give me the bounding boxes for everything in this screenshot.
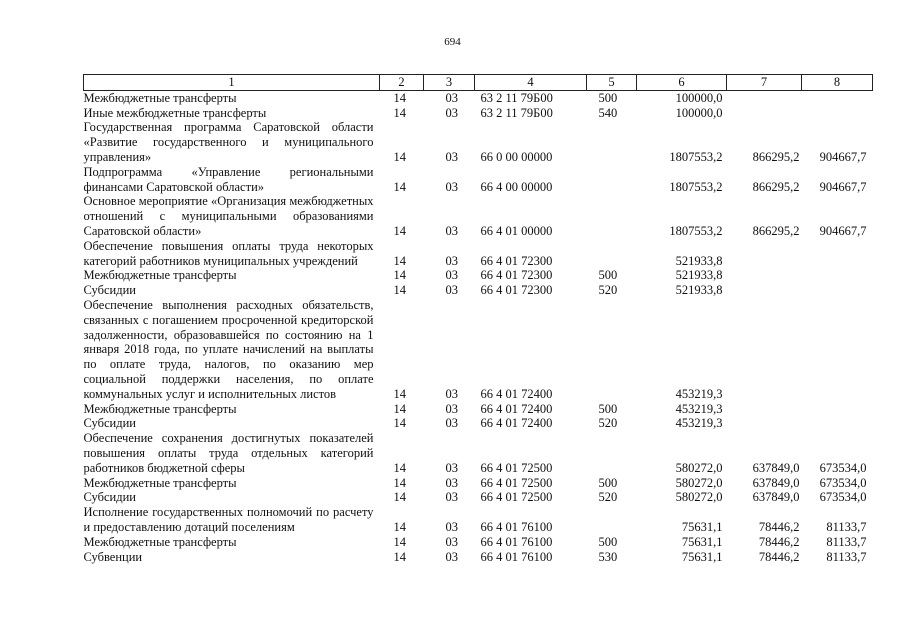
row-amount-col6: 521933,8 <box>675 268 723 283</box>
row-amount-col8 <box>802 268 873 283</box>
row-amount-col8: 673534,0 <box>819 475 867 490</box>
row-section: 14 <box>393 401 406 416</box>
row-expense-type: 530 <box>598 549 618 564</box>
row-amount-col8 <box>802 106 873 121</box>
row-subsection: 03 <box>445 90 458 105</box>
column-header-8: 8 <box>802 75 873 91</box>
row-expense-type <box>587 298 637 402</box>
row-subsection: 03 <box>445 149 458 164</box>
row-amount-col7 <box>727 298 802 402</box>
table-row <box>84 505 873 535</box>
column-header-3: 3 <box>424 75 475 91</box>
row-target-code: 66 4 01 72400 <box>480 401 553 416</box>
row-name: Обеспечение выполнения расходных обязательств, связанных с погашением просроченной кредиторской задолженности, образовавшейся по состоянию на 1 января 2018 года, по уплате начислений на выплаты по оплате труда, налогов, по оказанию мер социальной поддержки населения, по оплате коммунальных услуг и исполнительных листов <box>83 297 374 401</box>
row-name: Субвенции <box>83 549 143 564</box>
row-amount-col8 <box>802 239 873 269</box>
row-expense-type: 540 <box>598 105 618 120</box>
row-section: 14 <box>393 460 406 475</box>
row-amount-col7 <box>727 239 802 269</box>
row-section: 14 <box>393 105 406 120</box>
table-row <box>84 120 873 164</box>
row-target-code: 66 4 01 00000 <box>480 223 553 238</box>
row-section: 14 <box>393 283 406 298</box>
row-subsection: 03 <box>445 475 458 490</box>
row-subsection: 03 <box>445 416 458 431</box>
row-amount-col7: 637849,0 <box>752 460 800 475</box>
row-section: 14 <box>393 549 406 564</box>
row-section: 14 <box>393 490 406 505</box>
row-amount-col7: 866295,2 <box>752 223 800 238</box>
row-amount-col6: 1807553,2 <box>669 149 723 164</box>
row-amount-col6: 1807553,2 <box>669 223 723 238</box>
row-amount-col6: 75631,1 <box>681 519 723 534</box>
row-amount-col7 <box>727 106 802 121</box>
page-number: 694 <box>444 36 461 48</box>
row-section: 14 <box>393 534 406 549</box>
row-expense-type <box>587 239 637 269</box>
row-target-code: 66 4 01 72300 <box>480 268 553 283</box>
column-header-7: 7 <box>727 75 802 91</box>
row-subsection: 03 <box>445 534 458 549</box>
row-subsection: 03 <box>445 283 458 298</box>
row-amount-col7: 78446,2 <box>758 534 800 549</box>
row-target-code: 63 2 11 79Б00 <box>480 90 553 105</box>
row-amount-col7 <box>727 402 802 417</box>
table-row <box>84 90 873 105</box>
row-target-code: 66 4 01 72300 <box>480 283 553 298</box>
budget-table <box>83 74 873 564</box>
row-amount-col7 <box>727 283 802 298</box>
row-name: Межбюджетные трансферты <box>83 268 237 283</box>
column-header-2: 2 <box>380 75 424 91</box>
table-row <box>84 298 873 402</box>
row-expense-type: 520 <box>598 416 618 431</box>
row-expense-type: 520 <box>598 490 618 505</box>
row-name: Обеспечение сохранения достигнутых показателей повышения оплаты труда отдельных категорий работников бюджетной сферы <box>83 431 374 475</box>
row-name: Субсидии <box>83 490 136 505</box>
row-subsection: 03 <box>445 519 458 534</box>
row-expense-type <box>587 165 637 195</box>
row-target-code: 66 4 01 72500 <box>480 460 553 475</box>
row-amount-col8 <box>802 90 873 105</box>
table-row <box>84 165 873 195</box>
row-amount-col6: 100000,0 <box>675 105 723 120</box>
row-expense-type <box>587 431 637 475</box>
table-row <box>84 431 873 475</box>
row-amount-col6: 521933,8 <box>675 253 723 268</box>
row-amount-col7: 637849,0 <box>752 490 800 505</box>
row-name: Межбюджетные трансферты <box>83 401 237 416</box>
row-expense-type: 520 <box>598 283 618 298</box>
row-amount-col6: 453219,3 <box>675 416 723 431</box>
row-section: 14 <box>393 268 406 283</box>
row-subsection: 03 <box>445 179 458 194</box>
row-section: 14 <box>393 90 406 105</box>
row-name: Иные межбюджетные трансферты <box>83 105 267 120</box>
row-section: 14 <box>393 416 406 431</box>
row-subsection: 03 <box>445 460 458 475</box>
row-target-code: 66 4 01 72500 <box>480 475 553 490</box>
row-amount-col8: 904667,7 <box>819 179 867 194</box>
row-subsection: 03 <box>445 386 458 401</box>
column-header-6: 6 <box>637 75 727 91</box>
column-header-4: 4 <box>475 75 587 91</box>
row-amount-col8: 81133,7 <box>826 549 867 564</box>
row-amount-col7: 866295,2 <box>752 179 800 194</box>
row-target-code: 66 0 00 00000 <box>480 149 553 164</box>
row-name: Межбюджетные трансферты <box>83 534 237 549</box>
row-amount-col6: 580272,0 <box>675 460 723 475</box>
row-amount-col7: 866295,2 <box>752 149 800 164</box>
row-expense-type: 500 <box>598 475 618 490</box>
row-amount-col6: 1807553,2 <box>669 179 723 194</box>
row-section: 14 <box>393 253 406 268</box>
row-section: 14 <box>393 149 406 164</box>
row-name: Межбюджетные трансферты <box>83 475 237 490</box>
table-row <box>84 283 873 298</box>
row-subsection: 03 <box>445 401 458 416</box>
row-name: Государственная программа Саратовской области «Развитие государственного и муниципального управления» <box>83 120 374 164</box>
row-amount-col6: 580272,0 <box>675 490 723 505</box>
row-amount-col7 <box>727 268 802 283</box>
row-subsection: 03 <box>445 549 458 564</box>
row-target-code: 66 4 01 76100 <box>480 549 553 564</box>
row-amount-col6: 521933,8 <box>675 283 723 298</box>
row-expense-type <box>587 194 637 238</box>
row-section: 14 <box>393 223 406 238</box>
row-target-code: 66 4 01 72400 <box>480 386 553 401</box>
row-amount-col7: 78446,2 <box>758 549 800 564</box>
row-amount-col8: 904667,7 <box>819 223 867 238</box>
row-amount-col8 <box>802 298 873 402</box>
table-row <box>84 268 873 283</box>
row-target-code: 66 4 01 72500 <box>480 490 553 505</box>
table-row <box>84 402 873 417</box>
row-name: Субсидии <box>83 283 136 298</box>
row-amount-col6: 453219,3 <box>675 401 723 416</box>
row-amount-col8: 673534,0 <box>819 460 867 475</box>
row-amount-col7 <box>727 416 802 431</box>
row-amount-col7: 637849,0 <box>752 475 800 490</box>
row-expense-type: 500 <box>598 534 618 549</box>
table-row <box>84 416 873 431</box>
row-amount-col6: 100000,0 <box>675 90 723 105</box>
row-expense-type <box>587 120 637 164</box>
row-target-code: 63 2 11 79Б00 <box>480 105 553 120</box>
row-expense-type: 500 <box>598 401 618 416</box>
row-amount-col6: 580272,0 <box>675 475 723 490</box>
row-section: 14 <box>393 386 406 401</box>
row-amount-col8: 81133,7 <box>826 519 867 534</box>
row-expense-type: 500 <box>598 90 618 105</box>
row-amount-col6: 75631,1 <box>681 534 723 549</box>
row-section: 14 <box>393 475 406 490</box>
table-row <box>84 535 873 550</box>
row-amount-col7: 78446,2 <box>758 519 800 534</box>
row-name: Межбюджетные трансферты <box>83 90 237 105</box>
table-row <box>84 476 873 491</box>
row-amount-col7 <box>727 90 802 105</box>
row-target-code: 66 4 01 76100 <box>480 519 553 534</box>
row-amount-col6: 75631,1 <box>681 549 723 564</box>
row-name: Исполнение государственных полномочий по расчету и предоставлению дотаций поселениям <box>83 505 374 534</box>
row-target-code: 66 4 01 72300 <box>480 253 553 268</box>
row-name: Основное мероприятие «Организация межбюджетных отношений с муниципальными образованиями Саратовской области» <box>83 194 374 238</box>
row-name: Субсидии <box>83 416 136 431</box>
row-subsection: 03 <box>445 490 458 505</box>
row-subsection: 03 <box>445 105 458 120</box>
row-expense-type <box>587 505 637 535</box>
row-name: Подпрограмма «Управление региональными финансами Саратовской области» <box>83 164 374 194</box>
table-row <box>84 490 873 505</box>
table-header-row <box>84 75 873 91</box>
row-amount-col8 <box>802 283 873 298</box>
table-row <box>84 106 873 121</box>
table-row <box>84 194 873 238</box>
row-name: Обеспечение повышения оплаты труда некоторых категорий работников муниципальных учреждений <box>83 238 374 268</box>
row-amount-col8 <box>802 416 873 431</box>
row-amount-col8: 673534,0 <box>819 490 867 505</box>
column-header-1: 1 <box>84 75 380 91</box>
row-amount-col8: 81133,7 <box>826 534 867 549</box>
row-amount-col8: 904667,7 <box>819 149 867 164</box>
table-row <box>84 550 873 565</box>
row-target-code: 66 4 01 76100 <box>480 534 553 549</box>
row-amount-col8 <box>802 402 873 417</box>
row-section: 14 <box>393 519 406 534</box>
row-subsection: 03 <box>445 268 458 283</box>
row-subsection: 03 <box>445 223 458 238</box>
row-amount-col6: 453219,3 <box>675 386 723 401</box>
row-target-code: 66 4 01 72400 <box>480 416 553 431</box>
column-header-5: 5 <box>587 75 637 91</box>
row-subsection: 03 <box>445 253 458 268</box>
row-target-code: 66 4 00 00000 <box>480 179 553 194</box>
row-expense-type: 500 <box>598 268 618 283</box>
row-section: 14 <box>393 179 406 194</box>
table-row <box>84 239 873 269</box>
